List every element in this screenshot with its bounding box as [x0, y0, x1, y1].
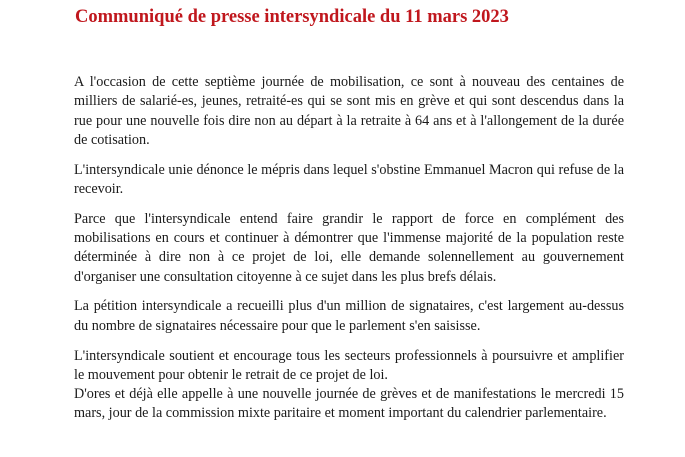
paragraph-appel: D'ores et déjà elle appelle à une nouvelle journée de grèves et de manifestations le mercredi 15 mars, jour de la commission mixte paritaire et moment important du calendrier parlementaire. [74, 386, 624, 422]
paragraph-soutien: L'intersyndicale soutient et encourage tous les secteurs professionnels à poursuivre et amplifier le mouvement pour obtenir le retrait de ce projet de loi. [74, 347, 624, 383]
paragraph-mobilisation: A l'occasion de cette septième journée de mobilisation, ce sont à nouveau des centaines de milliers de salarié-es, jeunes, retraité-es qui se sont mis en grève et qui sont descendus dans la rue pour une nouvelle fois dire non au départ à la retraite à 64 ans et à l'allongement de la durée de cotisation. [74, 74, 624, 148]
document-title: Communiqué de presse intersyndicale du 11 mars 2023 [75, 7, 509, 27]
paragraph-petition: La pétition intersyndicale a recueilli plus d'un million de signataires, c'est largement au-dessus du nombre de signataires nécessaire pour que le parlement s'en saisisse. [74, 298, 624, 334]
paragraph-mepris: L'intersyndicale unie dénonce le mépris dans lequel s'obstine Emmanuel Macron qui refuse de la recevoir. [74, 161, 624, 197]
paragraph-consultation: Parce que l'intersyndicale entend faire grandir le rapport de force en complément des mobilisations en cours et continuer à démontrer que l'immense majorité de la population reste déterminée à dire non à ce projet de loi, elle demande solennellement au gouvernement d'organiser une consultation citoyenne à ce sujet dans les plus brefs délais. [74, 210, 624, 285]
document-body [74, 73, 624, 424]
